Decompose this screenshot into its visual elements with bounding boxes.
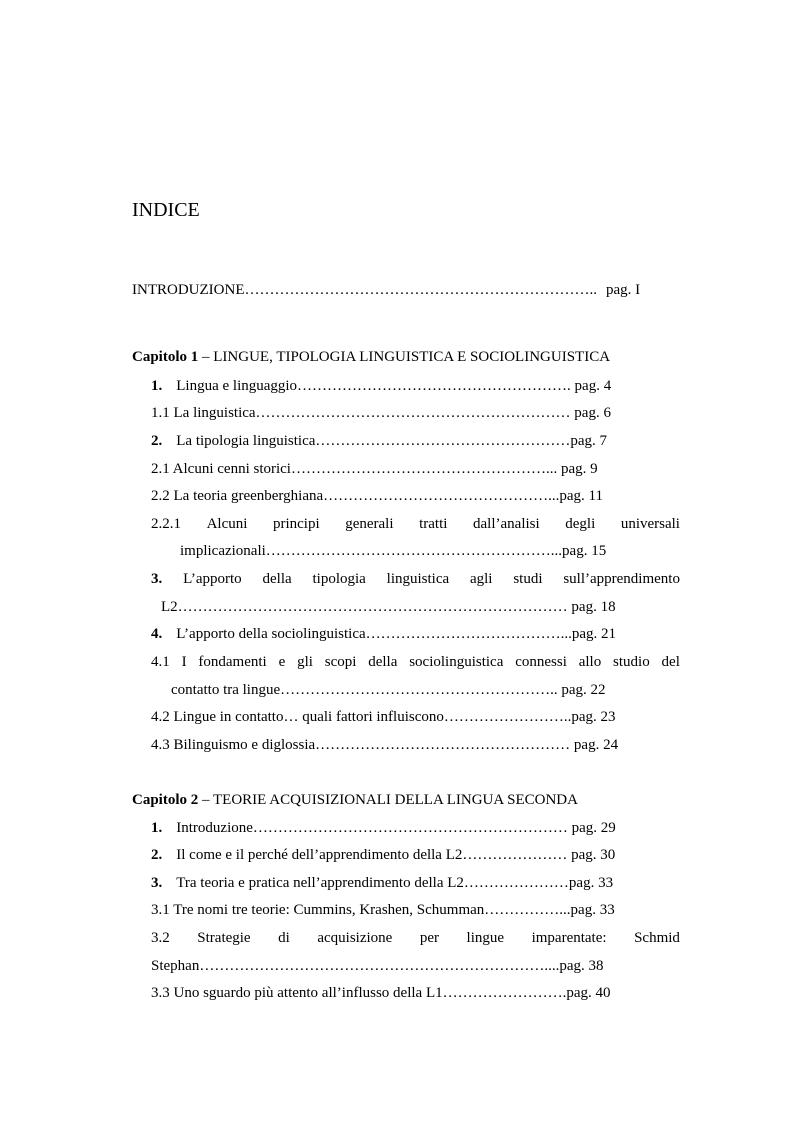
toc-word: scopi — [324, 654, 357, 670]
toc-word: generali — [345, 516, 394, 532]
toc-entry-justified-line — [151, 929, 680, 947]
toc-word: studi — [513, 571, 543, 587]
toc-entry — [151, 432, 607, 450]
chapter-1-heading — [132, 348, 610, 366]
toc-word: principi — [272, 516, 320, 532]
toc-word: tratti — [419, 516, 448, 532]
toc-entry: 3.1 Tre nomi tre teorie: Cummins, Krashen, Schumman……………...pag. 33 — [151, 902, 615, 918]
toc-word: dall’analisi — [473, 516, 540, 532]
toc-word: degli — [565, 516, 596, 532]
toc-entry-justified-line — [151, 653, 680, 671]
toc-entry — [151, 625, 616, 643]
toc-word: tipologia — [312, 571, 366, 587]
toc-word: universali — [620, 516, 680, 532]
toc-entry-continuation: L2…………………………………………………………………… pag. 18 — [161, 599, 616, 615]
toc-entry-continuation: Stephan……………………………………………………………....pag. 38 — [151, 958, 604, 974]
toc-entry: 1.1 La linguistica……………………………………………………… pag. 6 — [151, 405, 611, 421]
toc-entry-text: Lingua e linguaggio………………………………………………. pag. 4 — [176, 378, 612, 394]
toc-entry-text: Tra teoria e pratica nell’apprendimento della L2…………………pag. 33 — [176, 875, 614, 891]
toc-word: allo — [578, 654, 602, 670]
toc-entry-text: La tipologia linguistica……………………………………………pag. 7 — [176, 433, 608, 449]
toc-entry-number: 2. — [151, 847, 163, 863]
chapter-1-prefix: Capitolo 1 — [132, 349, 199, 365]
toc-entry-text: Introduzione……………………………………………………… pag. 29 — [176, 820, 616, 836]
toc-entry: 4.2 Lingue in contatto… quali fattori influiscono……………………..pag. 23 — [151, 709, 616, 725]
toc-entry-introduzione — [132, 281, 640, 299]
toc-entry-continuation: implicazionali…………………………………………………...pag. 15 — [180, 543, 607, 559]
toc-word: per — [419, 930, 440, 946]
toc-entry-text: L’apporto della sociolinguistica…………………………………...pag. 21 — [176, 626, 617, 642]
toc-word: 4.1 — [151, 654, 170, 670]
toc-word: della — [368, 654, 398, 670]
toc-word: acquisizione — [317, 930, 393, 946]
toc-word: agli — [469, 571, 493, 587]
toc-word: della — [262, 571, 292, 587]
toc-entry-justified-line — [151, 515, 680, 533]
toc-entry-text: Il come e il perché dell’apprendimento della L2………………… pag. 30 — [176, 847, 616, 863]
toc-word: I — [181, 654, 187, 670]
toc-word: gli — [297, 654, 313, 670]
toc-word: 2.2.1 — [151, 516, 181, 532]
toc-entry: 4.3 Bilinguismo e diglossia…………………………………………… pag. 24 — [151, 737, 619, 753]
toc-entry — [151, 874, 613, 892]
toc-entry: 3.3 Uno sguardo più attento all’influsso della L1…………………….pag. 40 — [151, 985, 611, 1001]
toc-word: lingue — [466, 930, 505, 946]
toc-entry-justified-line — [151, 570, 680, 588]
toc-entry — [151, 377, 611, 395]
toc-entry-continuation: contatto tra lingue……………………………………………….. pag. 22 — [171, 682, 606, 698]
toc-word: fondamenti — [198, 654, 267, 670]
toc-entry — [151, 819, 616, 837]
toc-entry — [151, 846, 615, 864]
toc-word: connessi — [515, 654, 567, 670]
toc-word: sociolinguistica — [409, 654, 504, 670]
toc-word: L’apporto — [183, 571, 242, 587]
toc-word: del — [661, 654, 680, 670]
toc-word: di — [278, 930, 290, 946]
toc-entry: 2.1 Alcuni cenni storici……………………………………………... pag. 9 — [151, 461, 598, 477]
toc-word: Alcuni — [206, 516, 248, 532]
toc-word: studio — [613, 654, 650, 670]
toc-entry-number: 2. — [151, 433, 163, 449]
toc-word: linguistica — [386, 571, 450, 587]
chapter-2-title: – TEORIE ACQUISIZIONALI DELLA LINGUA SECONDA — [198, 792, 578, 808]
toc-word: sull’apprendimento — [563, 571, 680, 587]
toc-entry-number: 1. — [151, 820, 163, 836]
toc-entry-number: 3. — [151, 875, 163, 891]
toc-word: Schmid — [634, 930, 680, 946]
page-title: INDICE — [132, 199, 200, 221]
toc-word: 3.2 — [151, 930, 170, 946]
toc-entry-number: 1. — [151, 378, 163, 394]
chapter-2-heading — [132, 791, 578, 809]
toc-word: e — [278, 654, 286, 670]
toc-entry-label: INTRODUZIONE…………………………………………………………….. — [132, 282, 597, 298]
chapter-1-title: – LINGUE, TIPOLOGIA LINGUISTICA E SOCIOLINGUISTICA — [198, 349, 611, 365]
toc-page-number: pag. I — [605, 282, 641, 298]
toc-entry: 2.2 La teoria greenberghiana………………………………………...pag. 11 — [151, 488, 603, 504]
toc-word: Strategie — [197, 930, 251, 946]
chapter-2-prefix: Capitolo 2 — [132, 792, 199, 808]
toc-word: imparentate: — [531, 930, 607, 946]
toc-entry-number: 4. — [151, 626, 163, 642]
toc-entry-number: 3. — [151, 571, 163, 587]
